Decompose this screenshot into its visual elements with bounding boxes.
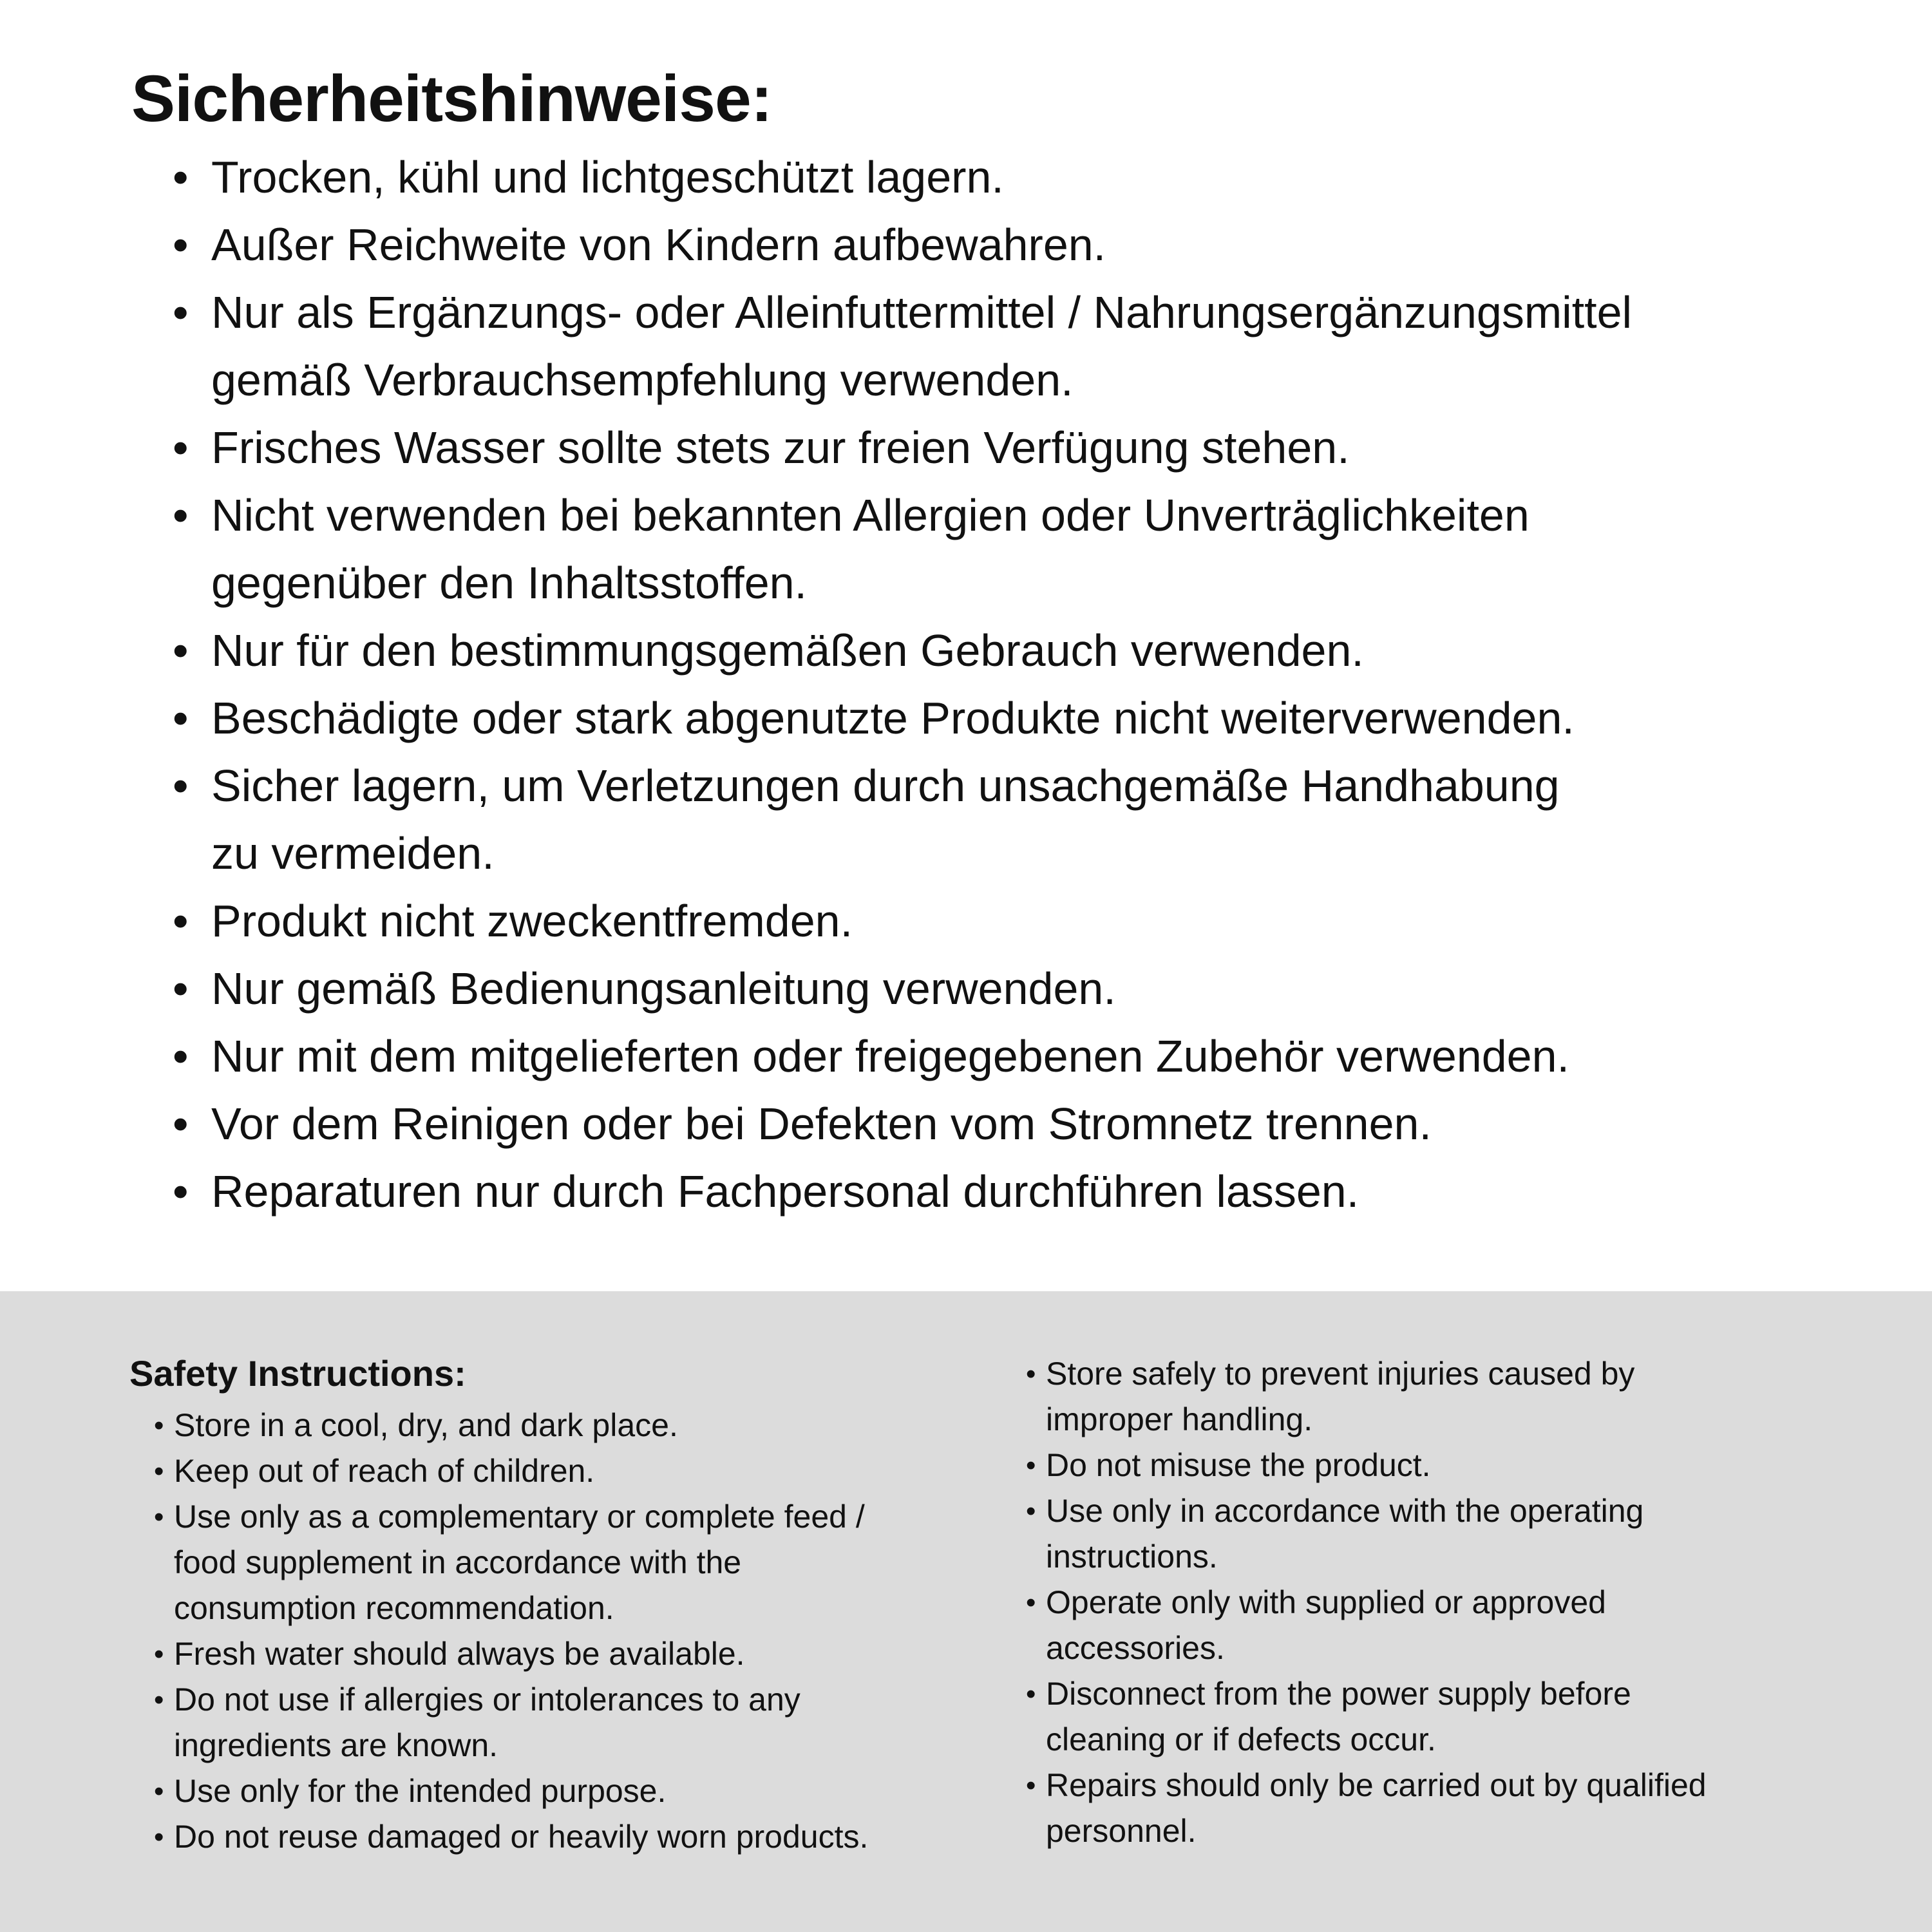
list-item [173,955,1632,1023]
bullet-line: consumption recommendation. [174,1590,614,1626]
english-section-title: Safety Instructions: [129,1353,466,1394]
bullet-line: • Operate only with supplied or approved [1046,1584,1606,1620]
bullet-line: • Nur mit dem mitgelieferten oder freigegebenen Zubehör verwenden. [211,1031,1569,1081]
list-item [173,482,1632,617]
list-item [154,1677,868,1768]
list-item [173,617,1632,685]
list-item [173,144,1632,211]
list-item [173,279,1632,414]
bullet-line: food supplement in accordance with the [174,1544,742,1580]
bullet-line: • Frisches Wasser sollte stets zur freien Verfügung stehen. [211,422,1350,473]
bullet-line: • Nicht verwenden bei bekannten Allergien oder Unverträglichkeiten [211,490,1530,540]
bullet-line: • Fresh water should always be available. [174,1636,745,1672]
bullet-line: cleaning or if defects occur. [1046,1721,1436,1757]
bullet-line: • Keep out of reach of children. [174,1453,595,1489]
bullet-line: • Disconnect from the power supply before [1046,1676,1631,1712]
bullet-line: • Außer Reichweite von Kindern aufbewahren. [211,220,1106,270]
list-item [154,1494,868,1631]
bullet-line: • Reparaturen nur durch Fachpersonal durchführen lassen. [211,1166,1359,1217]
bullet-line: • Do not use if allergies or intolerances to any [174,1681,800,1718]
list-item [1026,1488,1707,1580]
list-item [1026,1443,1707,1488]
bullet-line: • Nur als Ergänzungs- oder Alleinfuttermittel / Nahrungsergänzungsmittel [211,287,1633,337]
german-section-title: Sicherheitshinweise: [131,62,772,135]
bullet-line: • Store safely to prevent injuries caused by [1046,1356,1635,1392]
bullet-line: • Use only as a complementary or complete feed / [174,1499,865,1535]
bullet-line: • Use only in accordance with the operating [1046,1493,1644,1529]
bullet-line: ingredients are known. [174,1727,498,1763]
bullet-line: • Produkt nicht zweckentfremden. [211,896,853,946]
bullet-line: • Trocken, kühl und lichtgeschützt lagern. [211,152,1004,202]
list-item [154,1448,868,1494]
list-item [173,414,1632,482]
list-item [173,1158,1632,1226]
bullet-line: personnel. [1046,1813,1197,1849]
bullet-line: • Do not reuse damaged or heavily worn products. [174,1819,869,1855]
bullet-line: • Store in a cool, dry, and dark place. [174,1407,678,1443]
english-safety-list-left-column [154,1403,868,1860]
bullet-line: • Use only for the intended purpose. [174,1773,667,1809]
bullet-line: improper handling. [1046,1401,1313,1437]
bullet-line: instructions. [1046,1539,1218,1575]
bullet-line: accessories. [1046,1630,1225,1666]
bullet-line: • Do not misuse the product. [1046,1447,1431,1483]
list-item [173,1023,1632,1090]
list-item [173,752,1632,887]
list-item [154,1814,868,1860]
bullet-line: gemäß Verbrauchsempfehlung verwenden. [211,355,1074,405]
list-item [173,887,1632,955]
list-item [1026,1671,1707,1763]
list-item [173,1090,1632,1158]
bullet-line: • Nur gemäß Bedienungsanleitung verwenden. [211,963,1116,1014]
german-safety-list [173,144,1632,1226]
list-item [1026,1763,1707,1854]
bullet-line: • Sicher lagern, um Verletzungen durch unsachgemäße Handhabung [211,761,1560,811]
list-item [173,685,1632,752]
bullet-line: gegenüber den Inhaltsstoffen. [211,558,808,608]
list-item [1026,1580,1707,1671]
list-item [154,1403,868,1448]
list-item [1026,1351,1707,1443]
bullet-line: zu vermeiden. [211,828,495,878]
list-item [173,211,1632,279]
bullet-line: • Nur für den bestimmungsgemäßen Gebrauch verwenden. [211,625,1364,676]
list-item [154,1631,868,1677]
bullet-line: • Vor dem Reinigen oder bei Defekten vom Stromnetz trennen. [211,1099,1432,1149]
bullet-line: • Repairs should only be carried out by qualified [1046,1767,1707,1803]
english-safety-list-right-column [1026,1351,1707,1854]
list-item [154,1768,868,1814]
bullet-line: • Beschädigte oder stark abgenutzte Produkte nicht weiterverwenden. [211,693,1575,743]
